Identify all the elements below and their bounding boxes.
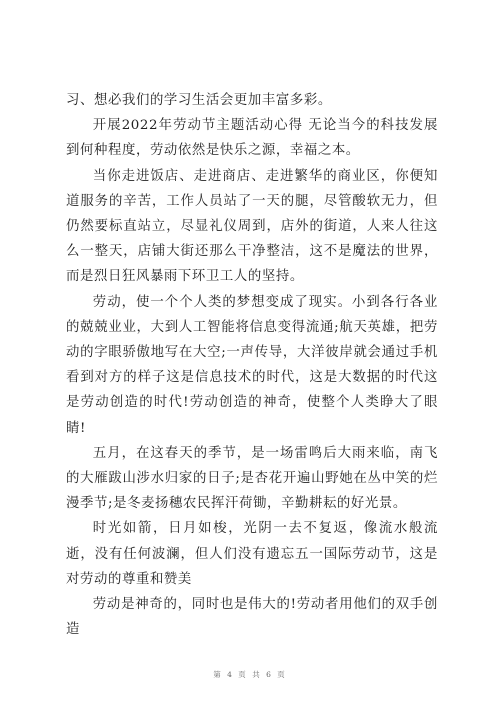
paragraph-service-workers: 当你走进饭店、走进商店、走进繁华的商业区，你便知道服务的辛苦，工作人员站了一天的腿，尽管酸软无力，但仍然要标直站立，尽显礼仪周到，店外的街道，人来人往这么一整天，店铺大街还那么干净整洁，这不是魔法的世界，而是烈日狂风暴雨下环卫工人的坚持。: [66, 168, 438, 285]
page-footer: 第 4 页 共 6 页: [213, 670, 287, 679]
paragraph-time-passing: 时光如箭，日月如梭，光阴一去不复返，像流水般流逝，没有任何波澜，但人们没有遗忘五一国际劳动节，这是对劳动的尊重和赞美: [66, 521, 438, 587]
document-body: [66, 88, 438, 642]
paragraph-may-season: 五月，在这春天的季节，是一场雷鸣后大雨来临，南飞的大雁跋山涉水归家的日子;是杏花开遍山野她在丛中笑的烂漫季节;是冬麦扬穗农民挥汗荷锄，辛勤耕耘的好光景。: [66, 445, 438, 512]
paragraph-labor-dreams: 劳动，使一个个人类的梦想变成了现实。小到各行各业的兢兢业业，大到人工智能将信息变得流通;航天英雄，把劳动的字眼骄傲地写在大空;一声传导，大洋彼岸就会通过手机看到对方的样子这是信息技术的时代，这是大数据的时代这是劳动创造的时代!劳动创造的神奇，使整个人类睁大了眼睛!: [66, 294, 438, 436]
paragraph-continuation: 习、想必我们的学习生活会更加丰富多彩。: [66, 93, 332, 108]
paragraph-title-intro: 开展2022年劳动节主题活动心得 无论当今的科技发展到何种程度，劳动依然是快乐之源，幸福之本。: [66, 118, 438, 159]
paragraph-labor-great: 劳动是神奇的，同时也是伟大的!劳动者用他们的双手创造: [66, 597, 438, 638]
